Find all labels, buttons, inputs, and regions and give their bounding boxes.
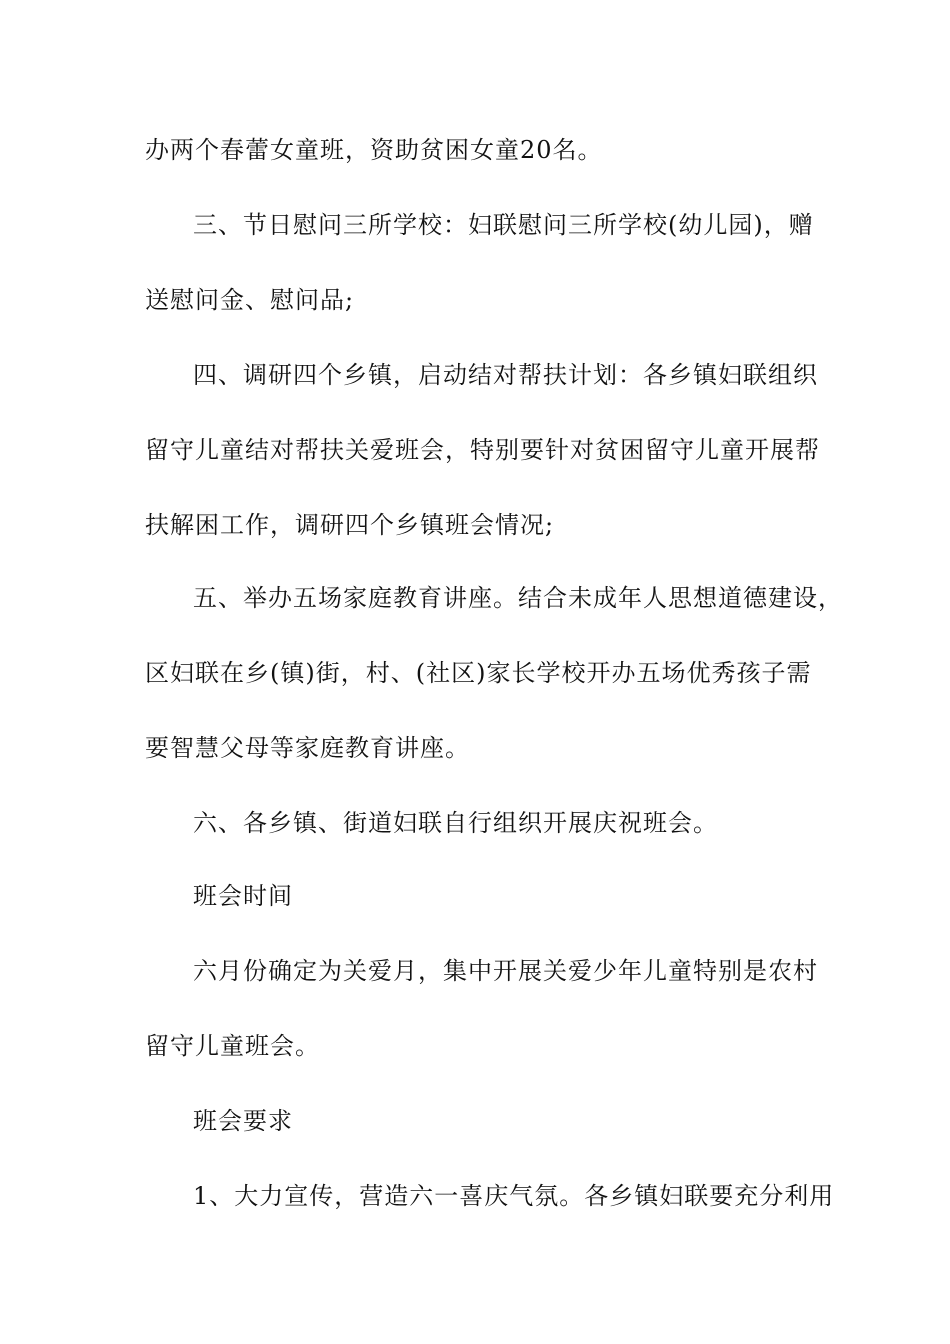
- text-line-3: 送慰问金、慰问品;: [145, 286, 355, 314]
- text-line-1: 办两个春蕾女童班，资助贫困女童20名。: [145, 136, 603, 164]
- text-line-5: 留守儿童结对帮扶关爱班会，特别要针对贫困留守儿童开展帮: [145, 436, 820, 464]
- text-line-15: 1、大力宣传，营造六一喜庆气氛。各乡镇妇联要充分利用: [193, 1182, 835, 1210]
- text-line-10: 六、各乡镇、街道妇联自行组织开展庆祝班会。: [193, 809, 718, 837]
- section-heading-time: 班会时间: [193, 882, 293, 910]
- text-line-9: 要智慧父母等家庭教育讲座。: [145, 734, 470, 762]
- text-line-13: 留守儿童班会。: [145, 1032, 320, 1060]
- text-line-8: 区妇联在乡(镇)街，村、(社区)家长学校开办五场优秀孩子需: [145, 659, 812, 687]
- text-line-4: 四、调研四个乡镇，启动结对帮扶计划：各乡镇妇联组织: [193, 361, 818, 389]
- text-line-7: 五、举办五场家庭教育讲座。结合未成年人思想道德建设，: [193, 584, 843, 612]
- text-line-12: 六月份确定为关爱月，集中开展关爱少年儿童特别是农村: [193, 957, 818, 985]
- section-heading-requirements: 班会要求: [193, 1107, 293, 1135]
- text-line-6: 扶解困工作，调研四个乡镇班会情况;: [145, 511, 555, 539]
- text-line-2: 三、节日慰问三所学校：妇联慰问三所学校(幼儿园)，赠: [193, 211, 814, 239]
